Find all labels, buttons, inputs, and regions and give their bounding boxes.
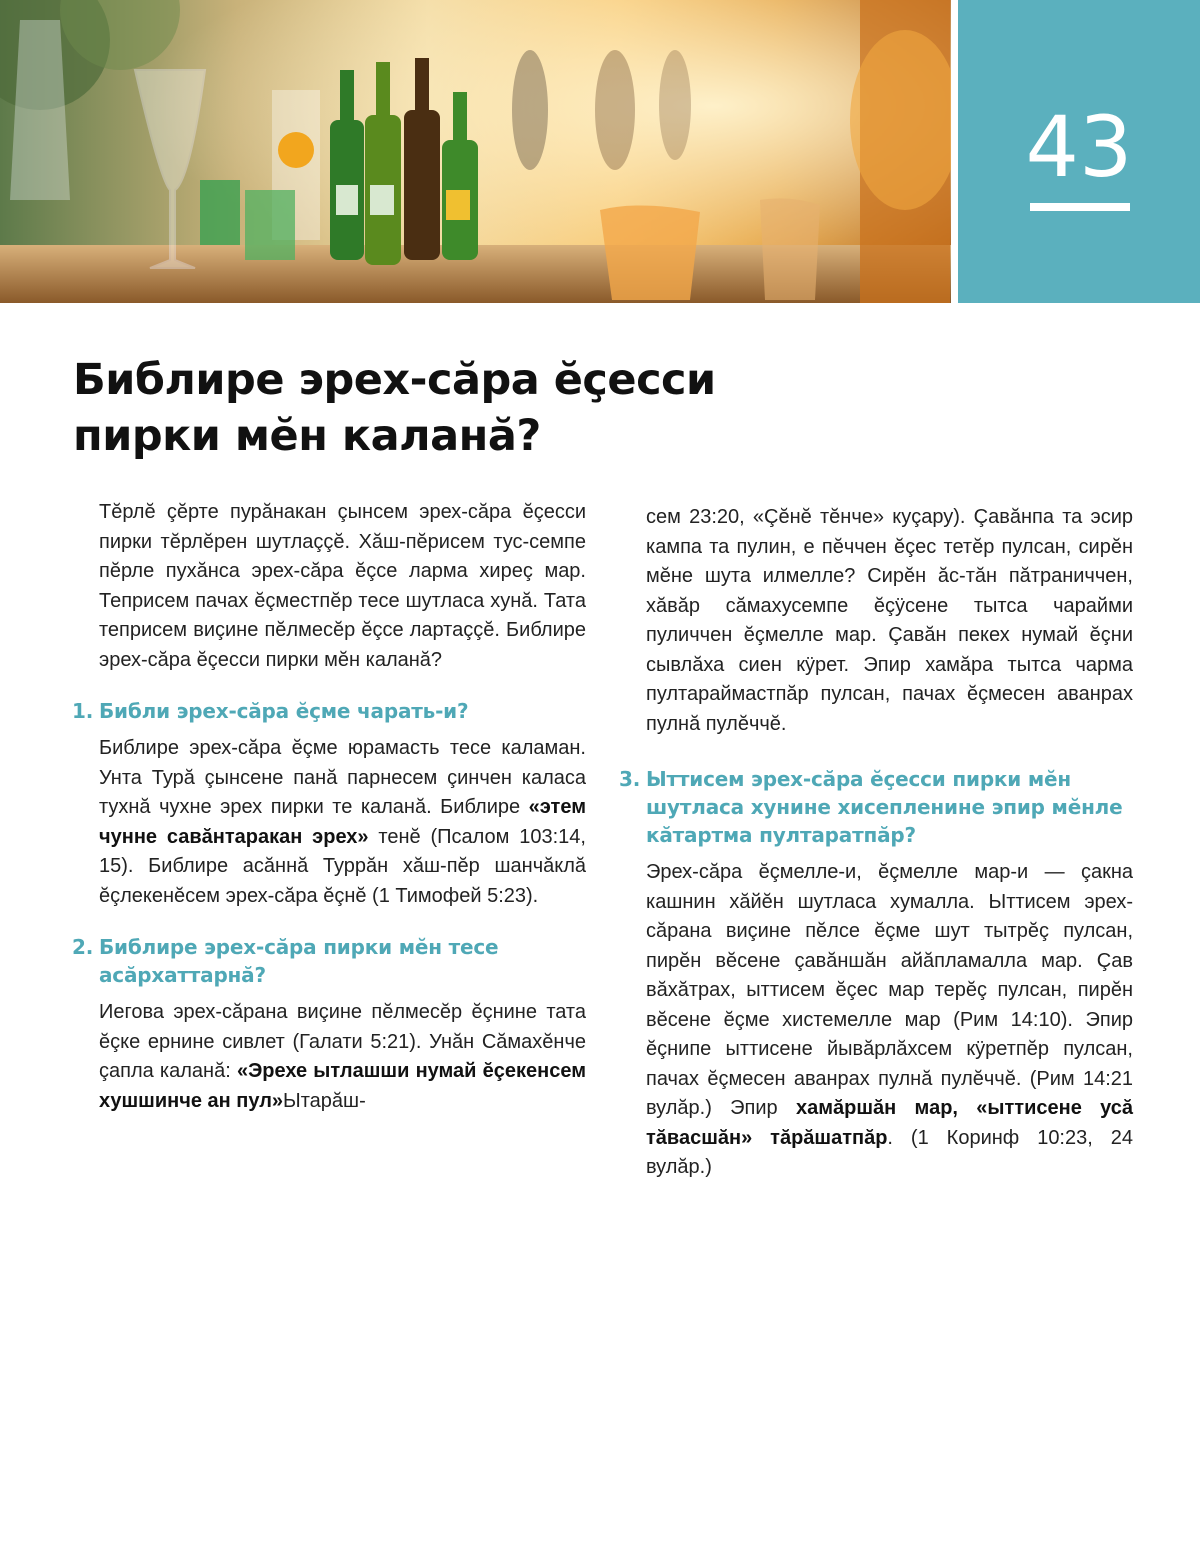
question-1-heading — [72, 697, 586, 725]
hero-photo — [0, 0, 951, 303]
answer-1-text-start: Библире эрех-сăра ĕçме юрамасть тесе каламан. Унта Турă çынсене панă парнесем çинчен каласа тухнă чухне эрех пирки те каланă. Библире — [99, 737, 586, 818]
answer-2-bold-quote: «Эрехе ытлашши нумай ĕçекенсем хушшинче ан пул» — [99, 1060, 586, 1112]
question-3-text: Ыттисем эрех-сăра ĕçесси пирки мĕн шутласа хунине хисепленине эпир мĕнле кăтартма пултаратпăр? — [646, 767, 1123, 847]
question-3-heading — [619, 765, 1133, 849]
intro-paragraph: Тĕрлĕ çĕрте пурăнакан çынсем эрех-сăра ĕçесси пирки тĕрлĕрен шутлаççĕ. Хăш-пĕрисем тус-семпе пĕрле пухăнса эрех-сăра ĕçсе ларма хиреç мар. Теприсем пачах ĕçместпĕр тесе шутласа хунă. Тата теприсем виçине пĕлмесĕр ĕçсе лартаççĕ. Библире эрех-сăра ĕçесси пирки мĕн каланă? — [99, 501, 586, 671]
answer-2-break-word: Ытарăш- — [283, 1089, 366, 1112]
answer-1-paragraph — [99, 734, 586, 911]
hero-photo-drawing — [0, 0, 951, 303]
page-title-line-2: пирки мĕн каланă? — [73, 411, 541, 461]
question-2-text: Библире эрех-сăра пирки мĕн тесе асăрхаттарнă? — [99, 935, 499, 987]
question-2-number: 2. — [72, 935, 94, 959]
answer-2-continued: сем 23:20, «Çĕнĕ тĕнче» куçару). Çавăнпа та эсир кампа та пулин, е пĕччен ĕçес тетĕр пулсан, сирĕн мĕне шута илмелле? Сирĕн ăс-тăн пăтраниччен, хăвăр сăмахусемпе ĕçÿсене тытса чарайми пуличчен ĕçмелле мар. Çавăн пекех нумай ĕçни сывлăха сиен кÿрет. Эпир хамăра тытса чарма пултараймастпăр пулсан, пачах ĕçмесен аванрах пулнă пулĕччĕ. — [646, 506, 1133, 735]
page-title-line-1: Библире эрех-сăра ĕçесси — [73, 355, 716, 405]
question-2-heading — [72, 933, 586, 989]
page-title — [73, 352, 833, 464]
chapter-number: 43 — [1025, 98, 1133, 196]
answer-1-text-end: тенĕ (Псалом 103:14, 15). Библире асăннă Туррăн хăш-пĕр шанчăклă ĕçлекенĕсем эрех-сăра ĕçнĕ (1 Тимофей 5:23). — [99, 825, 586, 907]
right-column — [619, 503, 1134, 1183]
answer-2-text-start: Иегова эрех-сăрана виçине пĕлмесĕр ĕçнине тата ĕçке ернине сивлет (Галати 5:21). Унăн Сăмахĕнче çапла каланă: — [99, 1001, 586, 1082]
question-1-text: Библи эрех-сăра ĕçме чарать-и? — [99, 699, 469, 723]
chapter-badge — [958, 0, 1200, 303]
left-column — [72, 498, 586, 1116]
answer-3-text-end: . (1 Коринф 10:23, 24 вулăр.) — [646, 1126, 1133, 1178]
answer-1-bold-quote: «этем чунне савăнтаракан эрех» — [99, 796, 586, 848]
answer-2-paragraph — [99, 998, 586, 1116]
answer-3-bold-text: хамăршăн мар, «ыттисене усă тăвасшăн» тăрăшатпăр — [646, 1097, 1134, 1149]
chapter-underline — [1030, 203, 1130, 211]
answer-3-paragraph — [646, 858, 1133, 1183]
question-1-number: 1. — [72, 699, 94, 723]
question-3-number: 3. — [619, 767, 641, 791]
answer-3-text-start: Эрех-сăра ĕçмелле-и, ĕçмелле мар-и — çакна кашнин хăйĕн шутласа хумалла. Ыттисем эрех-сăрана виçине пĕлсе ĕçме шут тытрĕç пулсан, пирĕн вĕсене çавăншăн айăпламалла мар. Çав вăхăтрах, ыттисем ĕçес мар терĕç пулсан, пирĕн вĕсене ĕçме хистемелле мар (Рим 14:10). Эпир ĕçнипе ыттисене йывăрлăхсем кÿретпĕр пулсан, пачах ĕçмесен аванрах пулнă пулĕччĕ. (Рим 14:21 вулăр.) Эпир — [646, 861, 1133, 1119]
